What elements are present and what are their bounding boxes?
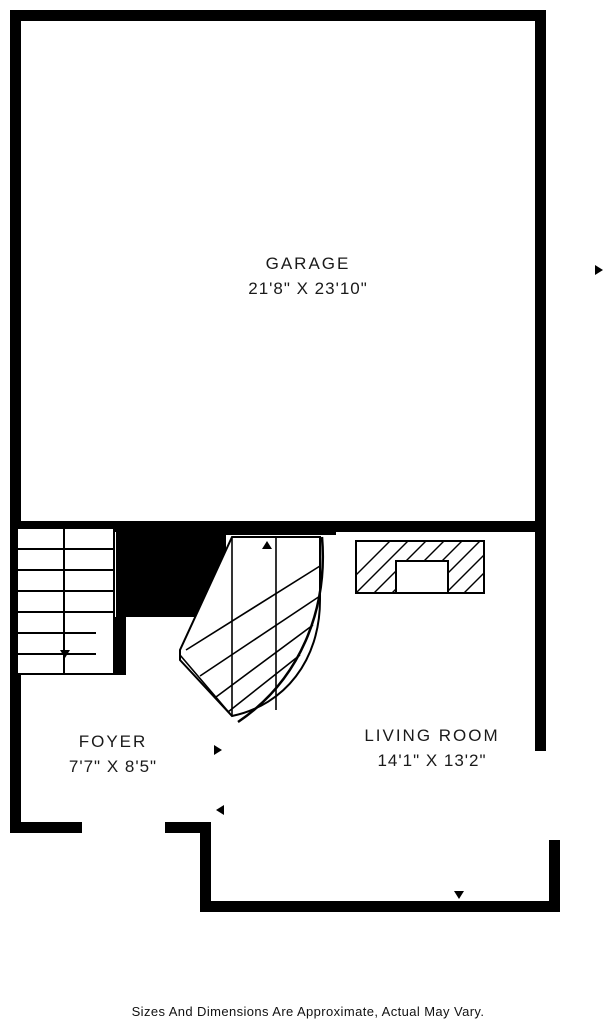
stair-tread (16, 653, 96, 655)
stair-tread (16, 548, 115, 550)
room-name: GARAGE (265, 254, 351, 273)
wall-bump-bottom (200, 901, 345, 912)
stair-tread (16, 569, 115, 571)
stairs-down-arrow (60, 650, 70, 658)
stairs-up-arrow (262, 541, 272, 549)
footer-note: Sizes And Dimensions Are Approximate, Actual May Vary. (131, 1004, 485, 1019)
wall-closet-block (116, 527, 226, 617)
room-label-garage (0, 252, 616, 301)
room-name: LIVING ROOM (364, 726, 500, 745)
wall-stair-landing-top (226, 521, 336, 535)
room-label-living-room (332, 724, 532, 773)
wall-living-right (549, 840, 560, 912)
wall-foyer-bottom (10, 822, 82, 833)
room-label-foyer (13, 730, 213, 779)
wall-bump-left (200, 822, 211, 912)
wall-garage-top (10, 10, 546, 21)
stair-tread (16, 611, 115, 613)
living-room-bottom-arrow (454, 891, 464, 899)
room-dimensions: 21'8" X 23'10" (248, 278, 368, 298)
room-dimensions: 7'7" X 8'5" (68, 756, 158, 776)
stair-tread (16, 590, 115, 592)
wall-living-bottom (335, 901, 560, 912)
fireplace (356, 541, 484, 593)
living-room-left-arrow (216, 805, 224, 815)
room-name: FOYER (78, 732, 148, 751)
foyer-width-right-arrow (214, 745, 222, 755)
wall-living-right-upper (535, 521, 546, 751)
stair-handrail (238, 537, 323, 722)
room-dimensions: 14'1" X 13'2" (377, 750, 487, 770)
stair-tread (16, 632, 96, 634)
